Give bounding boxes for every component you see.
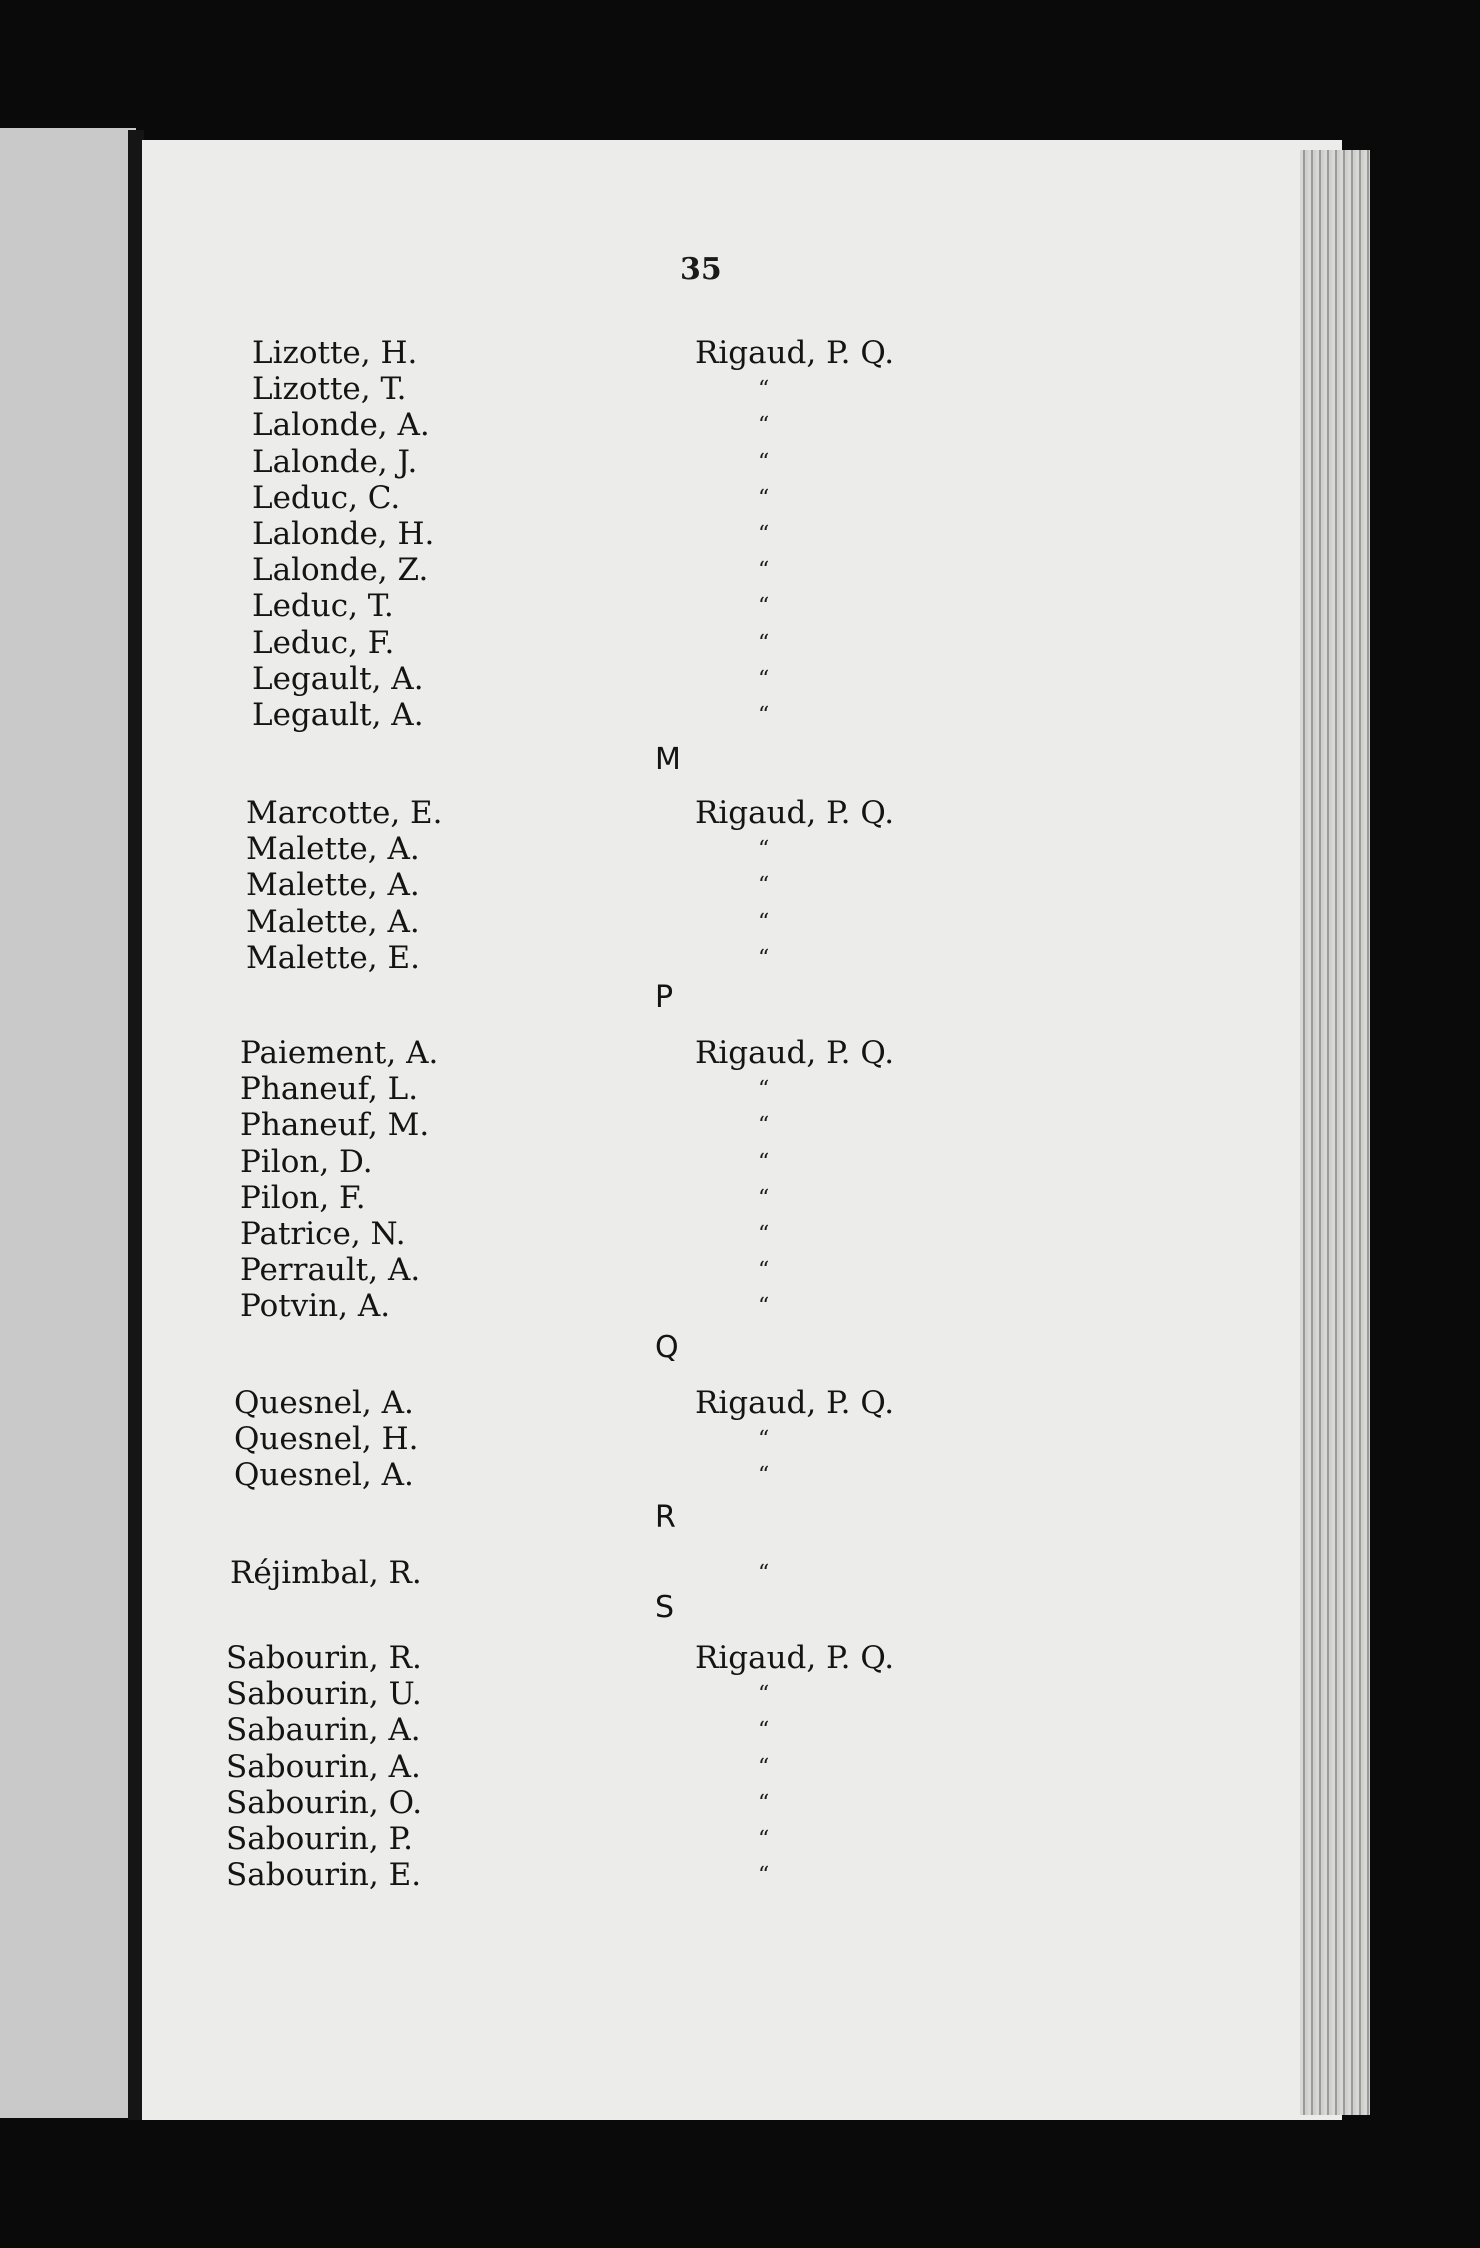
entry-place-ditto: “ [758,1294,769,1320]
entry-place-ditto: “ [758,558,769,584]
entry-name: Sabourin, O. [226,1784,423,1821]
section-letter: Q [655,1330,679,1365]
entry-place-ditto: “ [758,1427,769,1453]
entry-name: Lalonde, J. [252,443,418,480]
entry-name: Lizotte, H. [252,335,418,371]
entry-name: Patrice, N. [240,1216,406,1252]
entry-place-ditto: “ [758,522,769,547]
entry-place-ditto: “ [758,1790,769,1816]
section-letter: R [655,1500,676,1535]
entry-name: Potvin, A. [240,1288,391,1325]
entry-name: Malette, E. [246,939,420,976]
entry-place: Rigaud, P. Q. [695,1385,895,1421]
entry-place-ditto: “ [758,1827,769,1852]
entry-place-ditto: “ [758,1185,769,1211]
entry-name: Sabourin, U. [226,1676,422,1713]
entry-place-ditto: “ [758,945,769,971]
entry-place-ditto: “ [758,1561,769,1586]
entry-name: Phaneuf, M. [240,1107,430,1144]
entry-place-ditto: “ [758,485,769,511]
entry-name: Perrault, A. [240,1252,421,1289]
entry-place-ditto: “ [758,1077,769,1103]
entry-place-ditto: “ [758,1754,769,1780]
entry-place: Rigaud, P. Q. [695,335,895,371]
section-letter: M [655,742,681,777]
entry-place-ditto: “ [758,1682,769,1708]
entry-place-ditto: “ [758,837,769,863]
entry-name: Legault, A. [252,697,424,733]
entry-name: Legault, A. [252,660,424,697]
entry-place-ditto: “ [758,703,769,728]
entry-place: Rigaud, P. Q. [695,1640,895,1676]
entry-name: Paiement, A. [240,1035,439,1071]
entry-name: Sabourin, E. [226,1857,422,1894]
entry-name: Malette, A. [246,867,420,904]
entry-place-ditto: “ [758,377,769,403]
entry-name: Lalonde, Z. [252,552,429,589]
entry-place: Rigaud, P. Q. [695,795,895,831]
entry-name: Lalonde, H. [252,516,435,552]
entry-name: Lizotte, T. [252,371,407,408]
entry-name: Malette, A. [246,903,420,940]
entry-name: Sabourin, R. [226,1640,422,1676]
entry-place-ditto: “ [758,1863,769,1889]
entry-place-ditto: “ [758,594,769,620]
entry-place-ditto: “ [758,1222,769,1247]
entry-name: Quesnel, A. [234,1457,414,1494]
entry-place-ditto: “ [758,1113,769,1139]
entry-place-ditto: “ [758,413,769,439]
entry-name: Quesnel, H. [234,1421,419,1458]
entry-name: Leduc, T. [252,588,394,625]
entry-name: Sabourin, P. [226,1821,414,1857]
entry-name: Sabourin, A. [226,1748,421,1785]
entry-name: Pilon, D. [240,1143,373,1180]
entry-place-ditto: “ [758,1258,769,1284]
entry-name: Malette, A. [246,831,420,868]
section-letter: S [655,1590,675,1625]
entry-place-ditto: “ [758,449,769,475]
section-letter: P [655,980,674,1015]
entry-place-ditto: “ [758,666,769,692]
entry-name: Leduc, C. [252,479,401,516]
entry-name: Pilon, F. [240,1179,366,1216]
entry-name: Marcotte, E. [246,795,443,831]
entry-place-ditto: “ [758,909,769,935]
entry-place-ditto: “ [758,1463,769,1489]
entry-place-ditto: “ [758,1149,769,1175]
entry-name: Sabaurin, A. [226,1712,421,1749]
entry-place-ditto: “ [758,1718,769,1744]
entry-place: Rigaud, P. Q. [695,1035,895,1071]
entry-name: Réjimbal, R. [230,1555,422,1591]
entry-place-ditto: “ [758,630,769,656]
page-stack-edge [1300,150,1370,2115]
entry-name: Lalonde, A. [252,407,430,444]
page-number: 35 [680,252,722,287]
entry-name: Phaneuf, L. [240,1071,419,1108]
entry-place-ditto: “ [758,873,769,899]
entry-name: Quesnel, A. [234,1385,414,1421]
facing-page-edge [0,128,136,2118]
entry-name: Leduc, F. [252,624,395,661]
